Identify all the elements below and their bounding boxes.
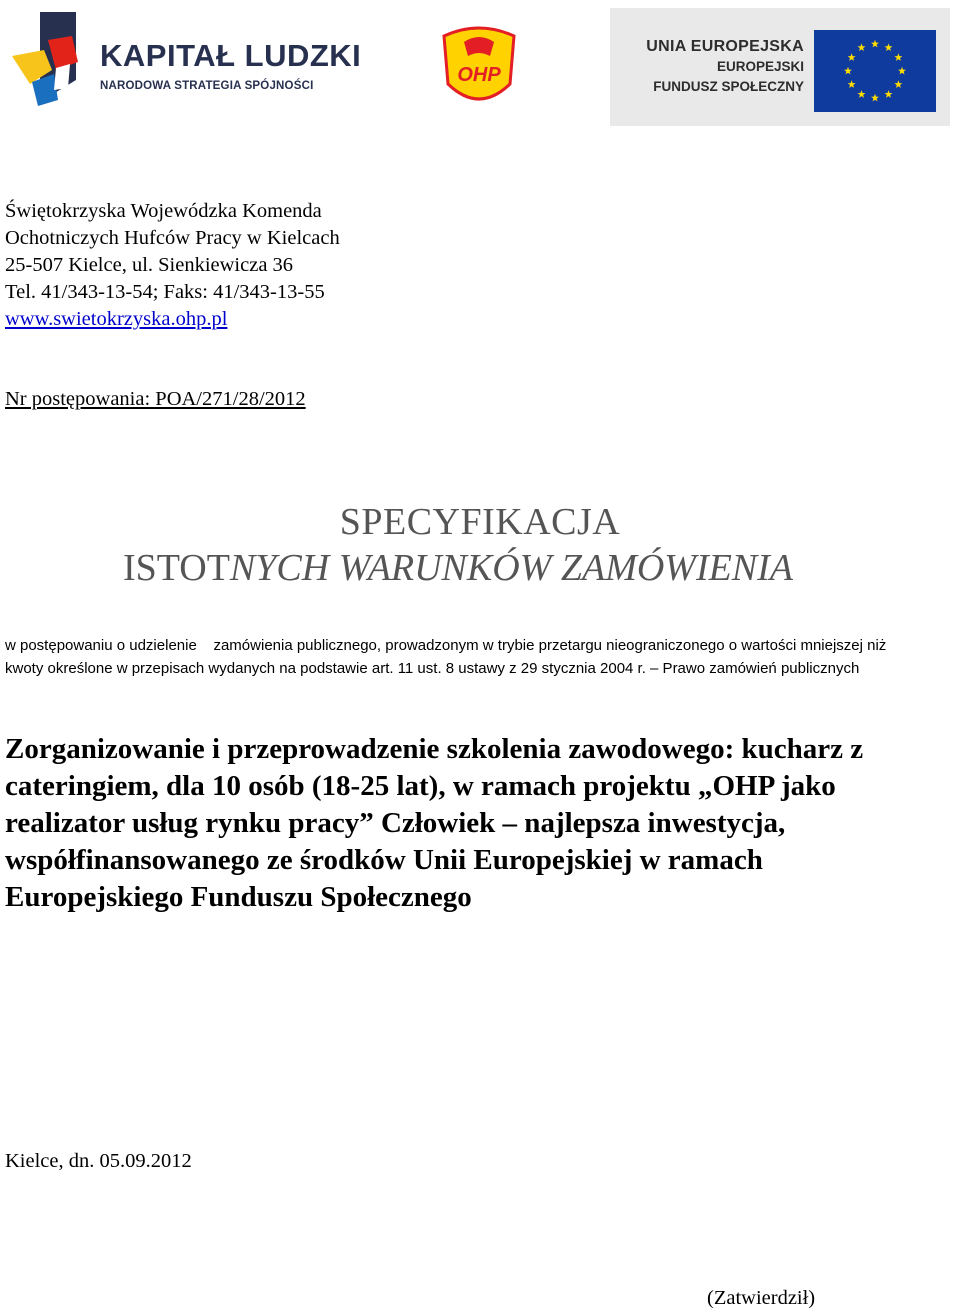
kapital-ludzki-subtitle: NARODOWA STRATEGIA SPÓJNOŚCI	[100, 80, 314, 92]
ohp-logo	[438, 22, 520, 106]
eu-logo-line2: EUROPEJSKI	[716, 59, 804, 74]
kapital-ludzki-star-icon	[8, 10, 96, 110]
eu-logo-line1: UNIA EUROPEJSKA	[646, 38, 804, 55]
place-and-date: Kielce, dn. 05.09.2012	[5, 1150, 192, 1172]
document-title-line1: SPECYFIKACJA	[339, 501, 621, 543]
kapital-ludzki-title: KAPITAŁ LUDZKI	[100, 38, 362, 73]
kapital-ludzki-logo	[8, 10, 362, 110]
case-number: Nr postępowania: POA/271/28/2012	[5, 388, 306, 410]
approval-label: (Zatwierdził)	[707, 1287, 816, 1309]
ohp-logo-text: OHP	[457, 64, 501, 86]
document-title-line2-upright: ISTOT	[122, 547, 230, 589]
address-line-organization: Świętokrzyska Wojewódzka Komenda	[5, 200, 322, 222]
address-line-street: 25-507 Kielce, ul. Sienkiewicza 36	[5, 254, 294, 276]
document-title-line2	[0, 546, 916, 590]
eu-logo-line3: FUNDUSZ SPOŁECZNY	[653, 79, 804, 94]
procurement-subject: Zorganizowanie i przeprowadzenie szkolenia zawodowego: kucharz z cateringiem, dla 10 osób (18-25 lat), w ramach projektu „OHP jako realizator usług rynku pracy” Człowiek – najlepsza inwestycja, współfinansowanego ze środków Unii Europejskiej w ramach Europejskiego Funduszu Społecznego	[5, 733, 864, 913]
eu-flag-icon	[814, 30, 936, 112]
document-title-line2-italic: NYCH WARUNKÓW ZAMÓWIENIA	[229, 547, 794, 589]
intro-paragraph: w postępowaniu o udzielenie zamówienia publicznego, prowadzonym w trybie przetargu nieograniczonego o wartości mniejszej niż kwoty określone w przepisach wydanych na podstawie art. 11 ust. 8 ustawy z 29 stycznia 2004 r. – Prawo zamówień publicznych	[5, 637, 891, 677]
address-block	[5, 198, 340, 333]
website-link[interactable]: www.swietokrzyska.ohp.pl	[5, 308, 228, 330]
address-line-organization-2: Ochotniczych Hufców Pracy w Kielcach	[5, 227, 340, 249]
address-line-phone-fax: Tel. 41/343-13-54; Faks: 41/343-13-55	[5, 281, 325, 303]
eu-logo	[610, 8, 950, 126]
